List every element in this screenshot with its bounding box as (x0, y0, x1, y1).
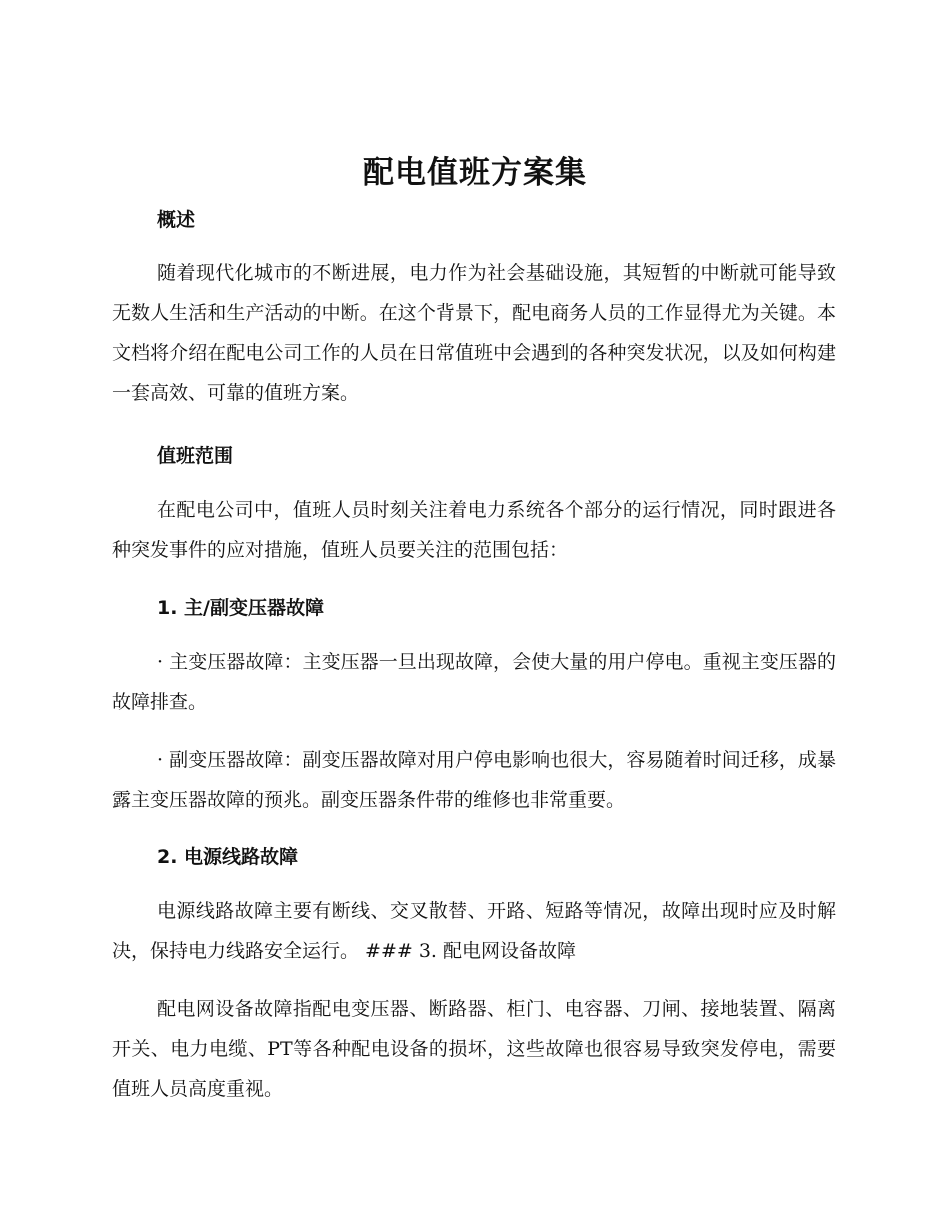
section-heading-overview: 概述 (157, 209, 196, 231)
duty-scope-paragraph: 在配电公司中，值班人员时刻关注着电力系统各个部分的运行情况，同时跟进各种突发事件的应对措施，值班人员要关注的范围包括： (112, 499, 836, 561)
section-heading-power-line-fault: 2. 电源线路故障 (157, 846, 299, 868)
equipment-fault-paragraph: 配电网设备故障指配电变压器、断路器、柜门、电容器、刀闸、接地装置、隔离开关、电力电缆、PT等各种配电设备的损坏，这些故障也很容易导致突发停电，需要值班人员高度重视。 (112, 998, 836, 1100)
main-transformer-paragraph: · 主变压器故障：主变压器一旦出现故障，会使大量的用户停电。重视主变压器的故障排查。 (112, 651, 836, 713)
section-heading-transformer-fault: 1. 主/副变压器故障 (157, 597, 324, 619)
document-title: 配电值班方案集 (363, 155, 587, 191)
sub-transformer-paragraph: · 副变压器故障：副变压器故障对用户停电影响也很大，容易随着时间迁移，成暴露主变压器故障的预兆。副变压器条件带的维修也非常重要。 (112, 749, 836, 811)
section-heading-duty-scope: 值班范围 (157, 445, 234, 467)
overview-paragraph: 随着现代化城市的不断进展，电力作为社会基础设施，其短暂的中断就可能导致无数人生活和生产活动的中断。在这个背景下，配电商务人员的工作显得尤为关键。本文档将介绍在配电公司工作的人员在日常值班中会遇到的各种突发状况，以及如何构建一套高效、可靠的值班方案。 (112, 262, 836, 404)
power-line-paragraph: 电源线路故障主要有断线、交叉散替、开路、短路等情况，故障出现时应及时解决，保持电力线路安全运行。 ### 3. 配电网设备故障 (112, 900, 836, 962)
